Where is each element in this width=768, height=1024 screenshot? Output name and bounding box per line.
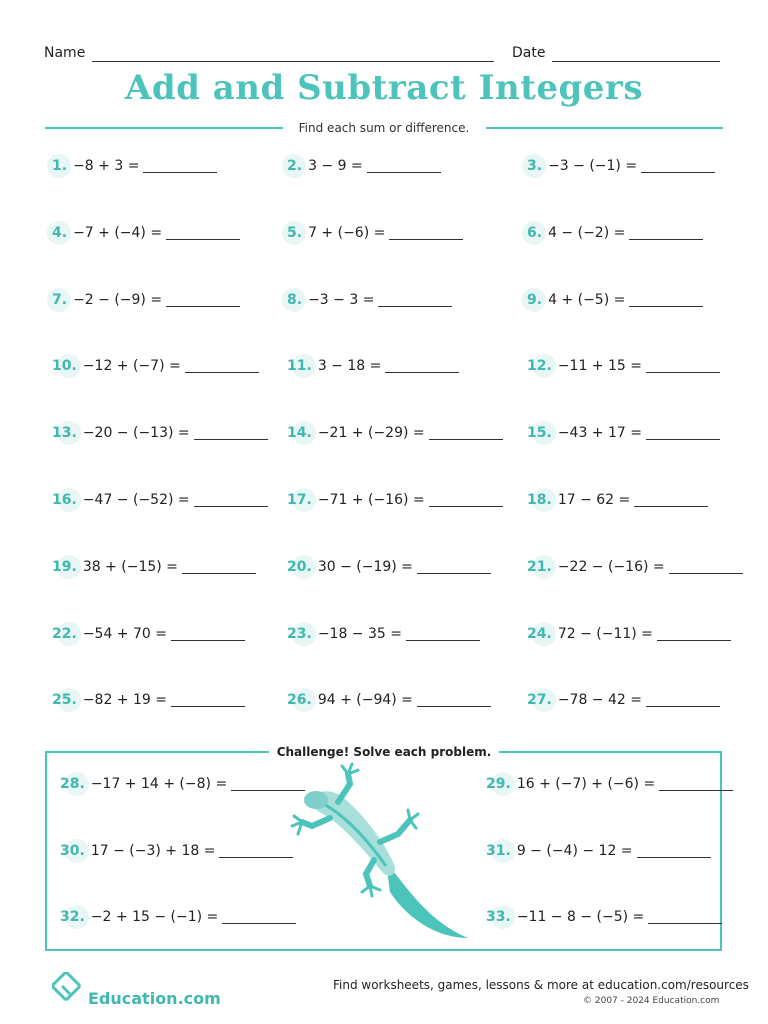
problem-number: 14. xyxy=(287,425,312,441)
lizard-head xyxy=(304,791,328,809)
footer-copyright: © 2007 - 2024 Education.com xyxy=(583,996,720,1006)
problem-expression: −22 − (−16) = xyxy=(557,559,665,575)
challenge-problem-29 xyxy=(486,776,733,792)
answer-blank[interactable] xyxy=(171,694,245,707)
answer-blank[interactable] xyxy=(194,427,268,440)
answer-blank[interactable] xyxy=(194,494,268,507)
lizard-foot-front-left xyxy=(292,816,302,834)
problem-number: 22. xyxy=(52,626,77,642)
problem-number: 12. xyxy=(527,358,552,374)
problem-14 xyxy=(287,425,503,441)
answer-blank[interactable] xyxy=(429,494,503,507)
date-field[interactable] xyxy=(552,61,720,62)
problem-3 xyxy=(527,158,715,174)
answer-blank[interactable] xyxy=(669,561,743,574)
lizard-tail xyxy=(386,862,468,938)
problem-number: 16. xyxy=(52,492,77,508)
problem-expression: −12 + (−7) = xyxy=(82,358,181,374)
problem-expression: −54 + 70 = xyxy=(82,626,167,642)
answer-blank[interactable] xyxy=(378,294,452,307)
problem-number: 24. xyxy=(527,626,552,642)
lizard-leg-back-right xyxy=(380,820,410,842)
problem-8 xyxy=(287,292,452,308)
footer-tagline: Find worksheets, games, lessons & more at education.com/resources xyxy=(333,978,749,992)
logo-text: Education.com xyxy=(88,989,221,1008)
lizard-leg-front-left xyxy=(302,818,330,826)
problem-22 xyxy=(52,626,245,642)
problem-expression: 17 − 62 = xyxy=(557,492,631,508)
problem-expression: 4 − (−2) = xyxy=(548,225,626,241)
problem-number: 7. xyxy=(52,292,68,308)
challenge-title xyxy=(0,741,768,760)
problem-10 xyxy=(52,358,259,374)
date-label: Date xyxy=(512,45,546,61)
answer-blank[interactable] xyxy=(648,911,722,924)
problem-expression: −3 − (−1) = xyxy=(548,158,638,174)
problem-expression: −7 + (−4) = xyxy=(73,225,163,241)
problem-number: 15. xyxy=(527,425,552,441)
answer-blank[interactable] xyxy=(634,494,708,507)
problem-24 xyxy=(527,626,731,642)
problem-number: 33. xyxy=(486,909,511,925)
problem-expression: −17 + 14 + (−8) = xyxy=(90,776,228,792)
problem-number: 8. xyxy=(287,292,303,308)
problem-number: 26. xyxy=(287,692,312,708)
problem-number: 29. xyxy=(486,776,511,792)
lizard-foot-back-left xyxy=(362,886,380,896)
problem-number: 23. xyxy=(287,626,312,642)
problem-15 xyxy=(527,425,720,441)
problem-expression: 16 + (−7) + (−6) = xyxy=(516,776,656,792)
answer-blank[interactable] xyxy=(367,160,441,173)
challenge-problem-33 xyxy=(486,909,722,925)
problem-20 xyxy=(287,559,491,575)
problem-expression: −18 − 35 = xyxy=(317,626,402,642)
problem-number: 10. xyxy=(52,358,77,374)
challenge-problem-28 xyxy=(60,776,305,792)
challenge-title-text: Challenge! Solve each problem. xyxy=(269,745,500,759)
answer-blank[interactable] xyxy=(406,628,480,641)
instruction-text: Find each sum or difference. xyxy=(298,121,470,135)
answer-blank[interactable] xyxy=(389,227,463,240)
answer-blank[interactable] xyxy=(641,160,715,173)
lizard-foot-front-right xyxy=(342,764,358,774)
answer-blank[interactable] xyxy=(171,628,245,641)
problem-23 xyxy=(287,626,480,642)
answer-blank[interactable] xyxy=(637,845,711,858)
problem-number: 6. xyxy=(527,225,543,241)
problem-number: 25. xyxy=(52,692,77,708)
problem-number: 13. xyxy=(52,425,77,441)
challenge-problem-31 xyxy=(486,843,711,859)
challenge-problem-32 xyxy=(60,909,296,925)
problem-expression: −78 − 42 = xyxy=(557,692,642,708)
problem-expression: 4 + (−5) = xyxy=(548,292,626,308)
problem-number: 28. xyxy=(60,776,85,792)
answer-blank[interactable] xyxy=(185,360,259,373)
problem-expression: −43 + 17 = xyxy=(557,425,642,441)
problem-4 xyxy=(52,225,240,241)
answer-blank[interactable] xyxy=(646,694,720,707)
problem-21 xyxy=(527,559,743,575)
problem-expression: −71 + (−16) = xyxy=(317,492,425,508)
problem-expression: 7 + (−6) = xyxy=(308,225,386,241)
problem-expression: 30 − (−19) = xyxy=(317,559,413,575)
problem-18 xyxy=(527,492,708,508)
answer-blank[interactable] xyxy=(385,360,459,373)
problem-number: 30. xyxy=(60,843,85,859)
problem-number: 20. xyxy=(287,559,312,575)
problem-number: 21. xyxy=(527,559,552,575)
problem-number: 19. xyxy=(52,559,77,575)
lizard-illustration xyxy=(290,762,480,947)
problem-27 xyxy=(527,692,720,708)
problem-16 xyxy=(52,492,268,508)
answer-blank[interactable] xyxy=(429,427,503,440)
problem-expression: −21 + (−29) = xyxy=(317,425,425,441)
problem-expression: 94 + (−94) = xyxy=(317,692,413,708)
problem-expression: −11 + 15 = xyxy=(557,358,642,374)
problem-expression: −11 − 8 − (−5) = xyxy=(516,909,645,925)
problem-1 xyxy=(52,158,217,174)
answer-blank[interactable] xyxy=(659,778,733,791)
problem-25 xyxy=(52,692,245,708)
lizard-leg-back-left xyxy=(366,860,374,886)
problem-expression: −3 − 3 = xyxy=(308,292,375,308)
problem-expression: −20 − (−13) = xyxy=(82,425,190,441)
answer-blank[interactable] xyxy=(166,227,240,240)
answer-blank[interactable] xyxy=(417,694,491,707)
problem-number: 1. xyxy=(52,158,68,174)
name-field[interactable] xyxy=(92,61,494,62)
problem-number: 9. xyxy=(527,292,543,308)
problem-number: 32. xyxy=(60,909,85,925)
lizard-leg-front-right xyxy=(338,774,350,802)
answer-blank[interactable] xyxy=(219,845,293,858)
answer-blank[interactable] xyxy=(182,561,256,574)
problem-number: 3. xyxy=(527,158,543,174)
problem-number: 27. xyxy=(527,692,552,708)
answer-blank[interactable] xyxy=(143,160,217,173)
problem-number: 4. xyxy=(52,225,68,241)
problem-expression: 38 + (−15) = xyxy=(82,559,178,575)
problem-expression: −8 + 3 = xyxy=(73,158,140,174)
problem-expression: 9 − (−4) − 12 = xyxy=(516,843,633,859)
problem-11 xyxy=(287,358,459,374)
problem-number: 2. xyxy=(287,158,303,174)
problem-expression: 17 − (−3) + 18 = xyxy=(90,843,216,859)
answer-blank[interactable] xyxy=(646,360,720,373)
answer-blank[interactable] xyxy=(629,227,703,240)
problem-2 xyxy=(287,158,441,174)
problem-number: 17. xyxy=(287,492,312,508)
lizard-foot-back-right xyxy=(408,810,418,828)
problem-9 xyxy=(527,292,703,308)
problem-number: 18. xyxy=(527,492,552,508)
answer-blank[interactable] xyxy=(646,427,720,440)
problem-expression: −82 + 19 = xyxy=(82,692,167,708)
problem-7 xyxy=(52,292,240,308)
answer-blank[interactable] xyxy=(222,911,296,924)
problem-expression: −2 + 15 − (−1) = xyxy=(90,909,219,925)
problem-17 xyxy=(287,492,503,508)
problem-12 xyxy=(527,358,720,374)
problem-5 xyxy=(287,225,463,241)
education-logo-icon xyxy=(52,972,86,1006)
problem-number: 5. xyxy=(287,225,303,241)
problem-expression: −2 − (−9) = xyxy=(73,292,163,308)
problem-number: 31. xyxy=(486,843,511,859)
problem-expression: 3 − 9 = xyxy=(308,158,363,174)
problem-number: 11. xyxy=(287,358,312,374)
problem-expression: 3 − 18 = xyxy=(317,358,382,374)
name-label: Name xyxy=(44,45,86,61)
answer-blank[interactable] xyxy=(166,294,240,307)
page-title: Add and Subtract Integers xyxy=(125,68,643,108)
problem-13 xyxy=(52,425,268,441)
problem-26 xyxy=(287,692,491,708)
answer-blank[interactable] xyxy=(657,628,731,641)
problem-expression: 72 − (−11) = xyxy=(557,626,653,642)
answer-blank[interactable] xyxy=(629,294,703,307)
problem-6 xyxy=(527,225,703,241)
problem-19 xyxy=(52,559,256,575)
challenge-problem-30 xyxy=(60,843,293,859)
problem-expression: −47 − (−52) = xyxy=(82,492,190,508)
answer-blank[interactable] xyxy=(417,561,491,574)
